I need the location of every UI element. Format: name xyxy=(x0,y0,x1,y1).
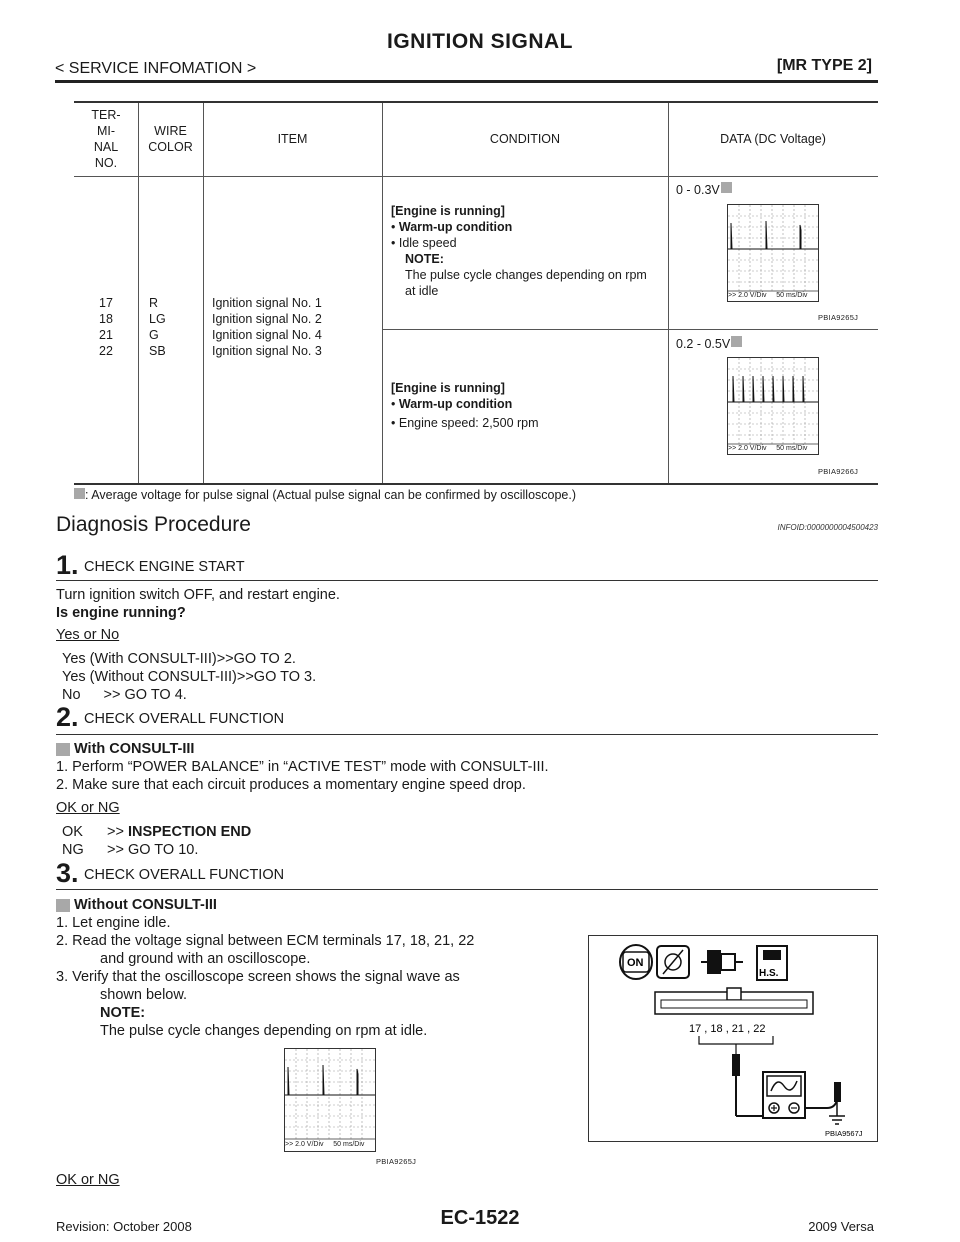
step-3-line-3b: shown below. xyxy=(100,987,188,1003)
no-consult-icon xyxy=(56,899,70,912)
svg-text:17 , 18 , 21 , 22: 17 , 18 , 21 , 22 xyxy=(689,1023,766,1035)
engine-icon xyxy=(657,946,689,978)
step-2-line-2: 2. Make sure that each circuit produces a momentary engine speed drop. xyxy=(56,777,526,793)
svg-text:ON: ON xyxy=(627,957,644,969)
average-voltage-icon xyxy=(721,182,732,193)
svg-text:PBIA9567J: PBIA9567J xyxy=(825,1129,863,1138)
step-3-note-text: The pulse cycle changes depending on rpm at idle. xyxy=(100,1023,428,1039)
average-voltage-icon xyxy=(731,336,742,347)
oscilloscope-meter-icon xyxy=(763,1072,805,1118)
step-3-line-2a: 2. Read the voltage signal between ECM terminals 17, 18, 21, 22 xyxy=(56,933,475,949)
item-list: Ignition signal No. 1 Ignition signal No. 2 Ignition signal No. 4 Ignition signal No. 3 xyxy=(212,296,322,358)
step-1-option-yes-no-consult: Yes (Without CONSULT-III)>>GO TO 3. xyxy=(62,669,317,685)
step-2-choice: OK or NG xyxy=(56,800,120,816)
step-1-number: 1. xyxy=(56,550,79,580)
figure-id-step-3-scope: PBIA9265J xyxy=(376,1157,417,1166)
section-label: < SERVICE INFOMATION > xyxy=(55,60,257,77)
type-label: [MR TYPE 2] xyxy=(776,57,872,74)
header-terminal: TER- MI- NAL NO. xyxy=(91,108,121,170)
oscilloscope-idle: >> 2.0 V/Div 50 ms/Div xyxy=(727,204,819,302)
table-footnote: : Average voltage for pulse signal (Actual pulse signal can be confirmed by oscilloscope.) xyxy=(74,488,576,502)
step-3-title: CHECK OVERALL FUNCTION xyxy=(84,867,285,883)
connector-icon xyxy=(701,950,743,974)
consult-icon xyxy=(56,743,70,756)
step-1-rule xyxy=(56,580,878,581)
terminal-data-table xyxy=(74,101,878,485)
figure-id-idle: PBIA9265J xyxy=(818,313,859,322)
step-1-title: CHECK ENGINE START xyxy=(84,559,245,575)
step-1-instruction: Turn ignition switch OFF, and restart engine. xyxy=(56,587,340,603)
step-1-option-yes-consult: Yes (With CONSULT-III)>>GO TO 2. xyxy=(62,651,296,667)
header-rule xyxy=(55,80,878,83)
step-3-choice: OK or NG xyxy=(56,1172,120,1188)
condition-idle: [Engine is running] • Warm-up condition • Idle speed NOTE: The pulse cycle changes depending on rpm at idle xyxy=(391,204,647,298)
page-number: EC-1522 xyxy=(440,1207,520,1229)
harness-side-icon xyxy=(757,946,787,980)
step-1-option-no: No >> GO TO 4. xyxy=(62,687,187,703)
info-id: INFOID:0000000004500423 xyxy=(777,523,878,532)
step-3-mode: Without CONSULT-III xyxy=(56,896,217,914)
voltage-2500rpm: 0.2 - 0.5V xyxy=(676,336,742,352)
voltage-idle: 0 - 0.3V xyxy=(676,182,732,198)
header-item: ITEM xyxy=(277,132,308,146)
step-2-line-1: 1. Perform “POWER BALANCE” in “ACTIVE TEST” mode with CONSULT-III. xyxy=(56,759,549,775)
step-3-line-2b: and ground with an oscilloscope. xyxy=(100,951,311,967)
step-3-rule xyxy=(56,889,878,890)
oscilloscope-2500rpm: >> 2.0 V/Div 50 ms/Div xyxy=(727,357,819,455)
step-2-rule xyxy=(56,734,878,735)
header-wire-color: WIRE COLOR xyxy=(148,124,193,154)
header-condition: CONDITION xyxy=(489,132,561,146)
step-3-note-label: NOTE: xyxy=(100,1005,146,1021)
procedure-title: Diagnosis Procedure xyxy=(56,513,251,536)
step-2-title: CHECK OVERALL FUNCTION xyxy=(84,711,285,727)
step-1-question: Is engine running? xyxy=(56,605,186,621)
ignition-on-icon xyxy=(620,945,652,979)
step-3-number: 3. xyxy=(56,858,79,888)
step-2-option-ng: NG >> GO TO 10. xyxy=(62,842,199,858)
wire-colors: R LG G SB xyxy=(149,296,166,358)
oscilloscope-step-3: >> 2.0 V/Div 50 ms/Div xyxy=(284,1048,376,1152)
model-year: 2009 Versa xyxy=(808,1219,874,1234)
step-3-line-1: 1. Let engine idle. xyxy=(56,915,171,931)
average-voltage-icon xyxy=(74,488,85,499)
step-3-line-3a: 3. Verify that the oscilloscope screen shows the signal wave as xyxy=(56,969,460,985)
figure-id-2500rpm: PBIA9266J xyxy=(818,467,859,476)
header-data: DATA (DC Voltage) xyxy=(720,132,826,146)
terminal-numbers: 17 18 21 22 xyxy=(99,296,113,358)
condition-2500rpm: [Engine is running] • Warm-up condition • Engine speed: 2,500 rpm xyxy=(391,381,539,430)
step-2-mode: With CONSULT-III xyxy=(56,740,194,758)
step-2-option-ok: OK >> INSPECTION END xyxy=(62,824,252,840)
page-title: IGNITION SIGNAL xyxy=(387,30,573,53)
connection-diagram xyxy=(588,935,878,1142)
revision-date: Revision: October 2008 xyxy=(56,1219,192,1234)
svg-text:H.S.: H.S. xyxy=(759,968,779,979)
step-1-choice: Yes or No xyxy=(56,627,120,643)
step-2-number: 2. xyxy=(56,702,79,732)
